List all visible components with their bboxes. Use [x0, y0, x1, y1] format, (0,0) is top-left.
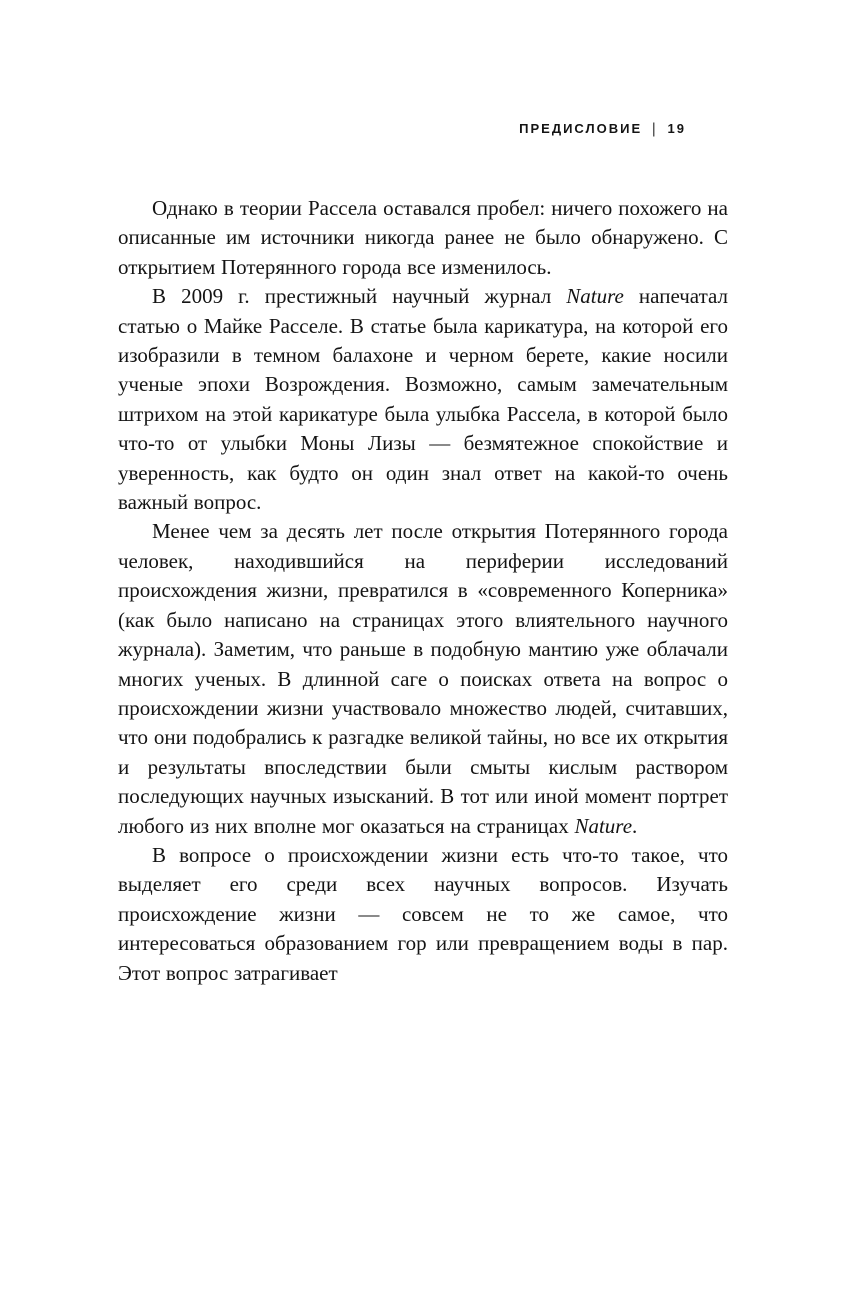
running-title: ПРЕДИСЛОВИЕ	[519, 121, 643, 136]
text-run: В вопросе о происхождении жизни есть что-то такое, что выделяет его среди всех научных вопросов. Изучать происхождение жизни — совсем не то же самое, что интересоваться образованием гор или превращением воды в пар. Этот вопрос затрагивает	[118, 842, 728, 985]
text-block	[118, 194, 728, 988]
text-run: .	[632, 813, 638, 838]
header-separator: |	[652, 120, 658, 137]
page-number: 19	[667, 121, 686, 136]
text-run: Однако в теории Рассела оставался пробел: ничего похожего на описанные им источники никогда ранее не было обнаружено. С открытием Потерянного города все изменилось.	[118, 196, 728, 279]
paragraph	[118, 194, 728, 282]
italic-run: Nature	[566, 284, 624, 309]
text-run: напечатал статью о Майке Расселе. В статье была карикатура, на которой его изобразили в темном балахоне и черном берете, какие носили ученые эпохи Возрождения. Возможно, самым замечательным штрихом на этой карикатуре была улыбка Рассела, в которой было что-то от улыбки Моны Лизы — безмятежное спокойствие и уверенность, как будто он один знал ответ на какой-то очень важный вопрос.	[118, 284, 728, 515]
text-run: В 2009 г. престижный научный журнал	[152, 284, 567, 309]
paragraph	[118, 517, 728, 840]
paragraph	[118, 841, 728, 988]
italic-run: Nature	[574, 813, 633, 838]
page-header	[118, 121, 726, 136]
text-run: Менее чем за десять лет после открытия Потерянного города человек, находившийся на периферии исследований происхождения жизни, превратился в «современного Коперника» (как было написано на страницах этого влиятельного научного журнала). Заметим, что раньше в подобную мантию уже облачали многих ученых. В длинной саге о поисках ответа на вопрос о происхождении жизни участвовало множество людей, считавших, что они подобрались к разгадке великой тайны, но все их открытия и результаты впоследствии были смыты кислым раствором последующих научных изысканий. В тот или иной момент портрет любого из них вполне мог оказаться на страницах	[118, 519, 728, 838]
paragraph	[118, 282, 728, 517]
